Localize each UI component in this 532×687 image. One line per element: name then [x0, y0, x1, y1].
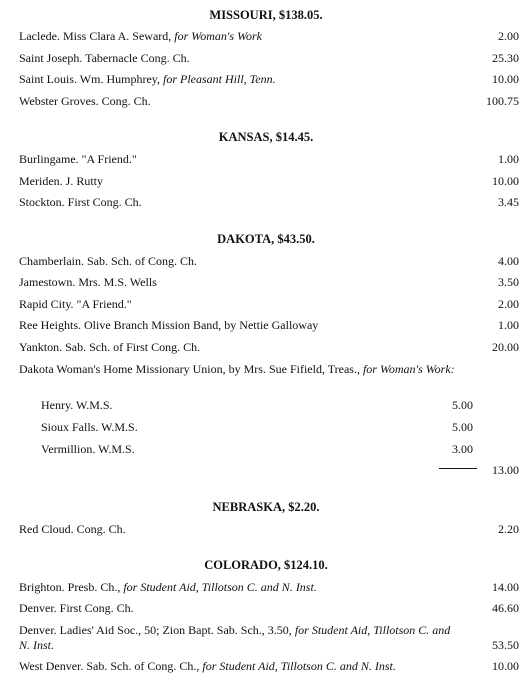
entry-label: Red Cloud. Cong. Ch. — [19, 522, 126, 536]
entry-amount: 10.00 — [492, 174, 519, 188]
sub-entry-label: Sioux Falls. W.M.S. — [41, 420, 138, 434]
entry-amount: 53.50 — [492, 638, 519, 652]
entry-amount: 1.00 — [498, 318, 519, 332]
entry-label: Meriden. J. Rutty — [19, 174, 103, 188]
entry-label: Saint Louis. Wm. Humphrey, for Pleasant Hill, Tenn. — [19, 72, 276, 86]
entry-amount: 2.00 — [498, 29, 519, 43]
entry-amount: 2.20 — [498, 522, 519, 536]
entry-amount: 3.45 — [498, 195, 519, 209]
entry-label: Rapid City. "A Friend." — [19, 297, 132, 311]
subtotal-amount: 13.00 — [492, 463, 519, 477]
entry-amount: 10.00 — [492, 659, 519, 673]
sub-entry-amount: 5.00 — [452, 420, 473, 434]
entry-label: Chamberlain. Sab. Sch. of Cong. Ch. — [19, 254, 197, 268]
entry-amount: 46.60 — [492, 601, 519, 615]
entry-label: Ree Heights. Olive Branch Mission Band, by Nettie Galloway — [19, 318, 319, 332]
entry-amount: 14.00 — [492, 580, 519, 594]
section-heading-colorado: COLORADO, $124.10. — [204, 558, 328, 572]
entry-label: Webster Groves. Cong. Ch. — [19, 94, 151, 108]
entry-amount: 100.75 — [486, 94, 519, 108]
entry-label: West Denver. Sab. Sch. of Cong. Ch., for Student Aid, Tillotson C. and N. Inst. — [19, 659, 396, 673]
section-heading-missouri: MISSOURI, $138.05. — [209, 8, 323, 22]
entry-amount: 3.50 — [498, 275, 519, 289]
section-heading-dakota: DAKOTA, $43.50. — [217, 232, 315, 246]
entry-label: Jamestown. Mrs. M.S. Wells — [19, 275, 157, 289]
entry-label: Stockton. First Cong. Ch. — [19, 195, 142, 209]
entry-amount: 4.00 — [498, 254, 519, 268]
entry-label: Laclede. Miss Clara A. Seward, for Woman's Work — [19, 29, 262, 43]
entry-amount: 20.00 — [492, 340, 519, 354]
entry-label: Denver. First Cong. Ch. — [19, 601, 134, 615]
sub-entry-label: Henry. W.M.S. — [41, 398, 113, 412]
entry-amount: 2.00 — [498, 297, 519, 311]
entry-label: Saint Joseph. Tabernacle Cong. Ch. — [19, 51, 190, 65]
entry-label: Dakota Woman's Home Missionary Union, by Mrs. Sue Fifield, Treas., for Woman's Work: — [19, 362, 455, 376]
entry-amount: 25.30 — [492, 51, 519, 65]
sub-entry-label: Vermillion. W.M.S. — [41, 442, 135, 456]
subtotal-rule — [439, 468, 477, 469]
entry-label: Denver. Ladies' Aid Soc., 50; Zion Bapt. Sab. Sch., 3.50, for Student Aid, Tillotson C. and N. Inst. — [19, 623, 451, 652]
section-heading-nebraska: NEBRASKA, $2.20. — [212, 500, 320, 514]
entry-label: Yankton. Sab. Sch. of First Cong. Ch. — [19, 340, 201, 354]
entry-label: Burlingame. "A Friend." — [19, 152, 137, 166]
entry-amount: 1.00 — [498, 152, 519, 166]
entry-amount: 10.00 — [492, 72, 519, 86]
sub-entry-amount: 3.00 — [452, 442, 473, 456]
section-heading-kansas: KANSAS, $14.45. — [218, 130, 314, 144]
entry-label: Brighton. Presb. Ch., for Student Aid, Tillotson C. and N. Inst. — [19, 580, 317, 594]
sub-entry-amount: 5.00 — [452, 398, 473, 412]
